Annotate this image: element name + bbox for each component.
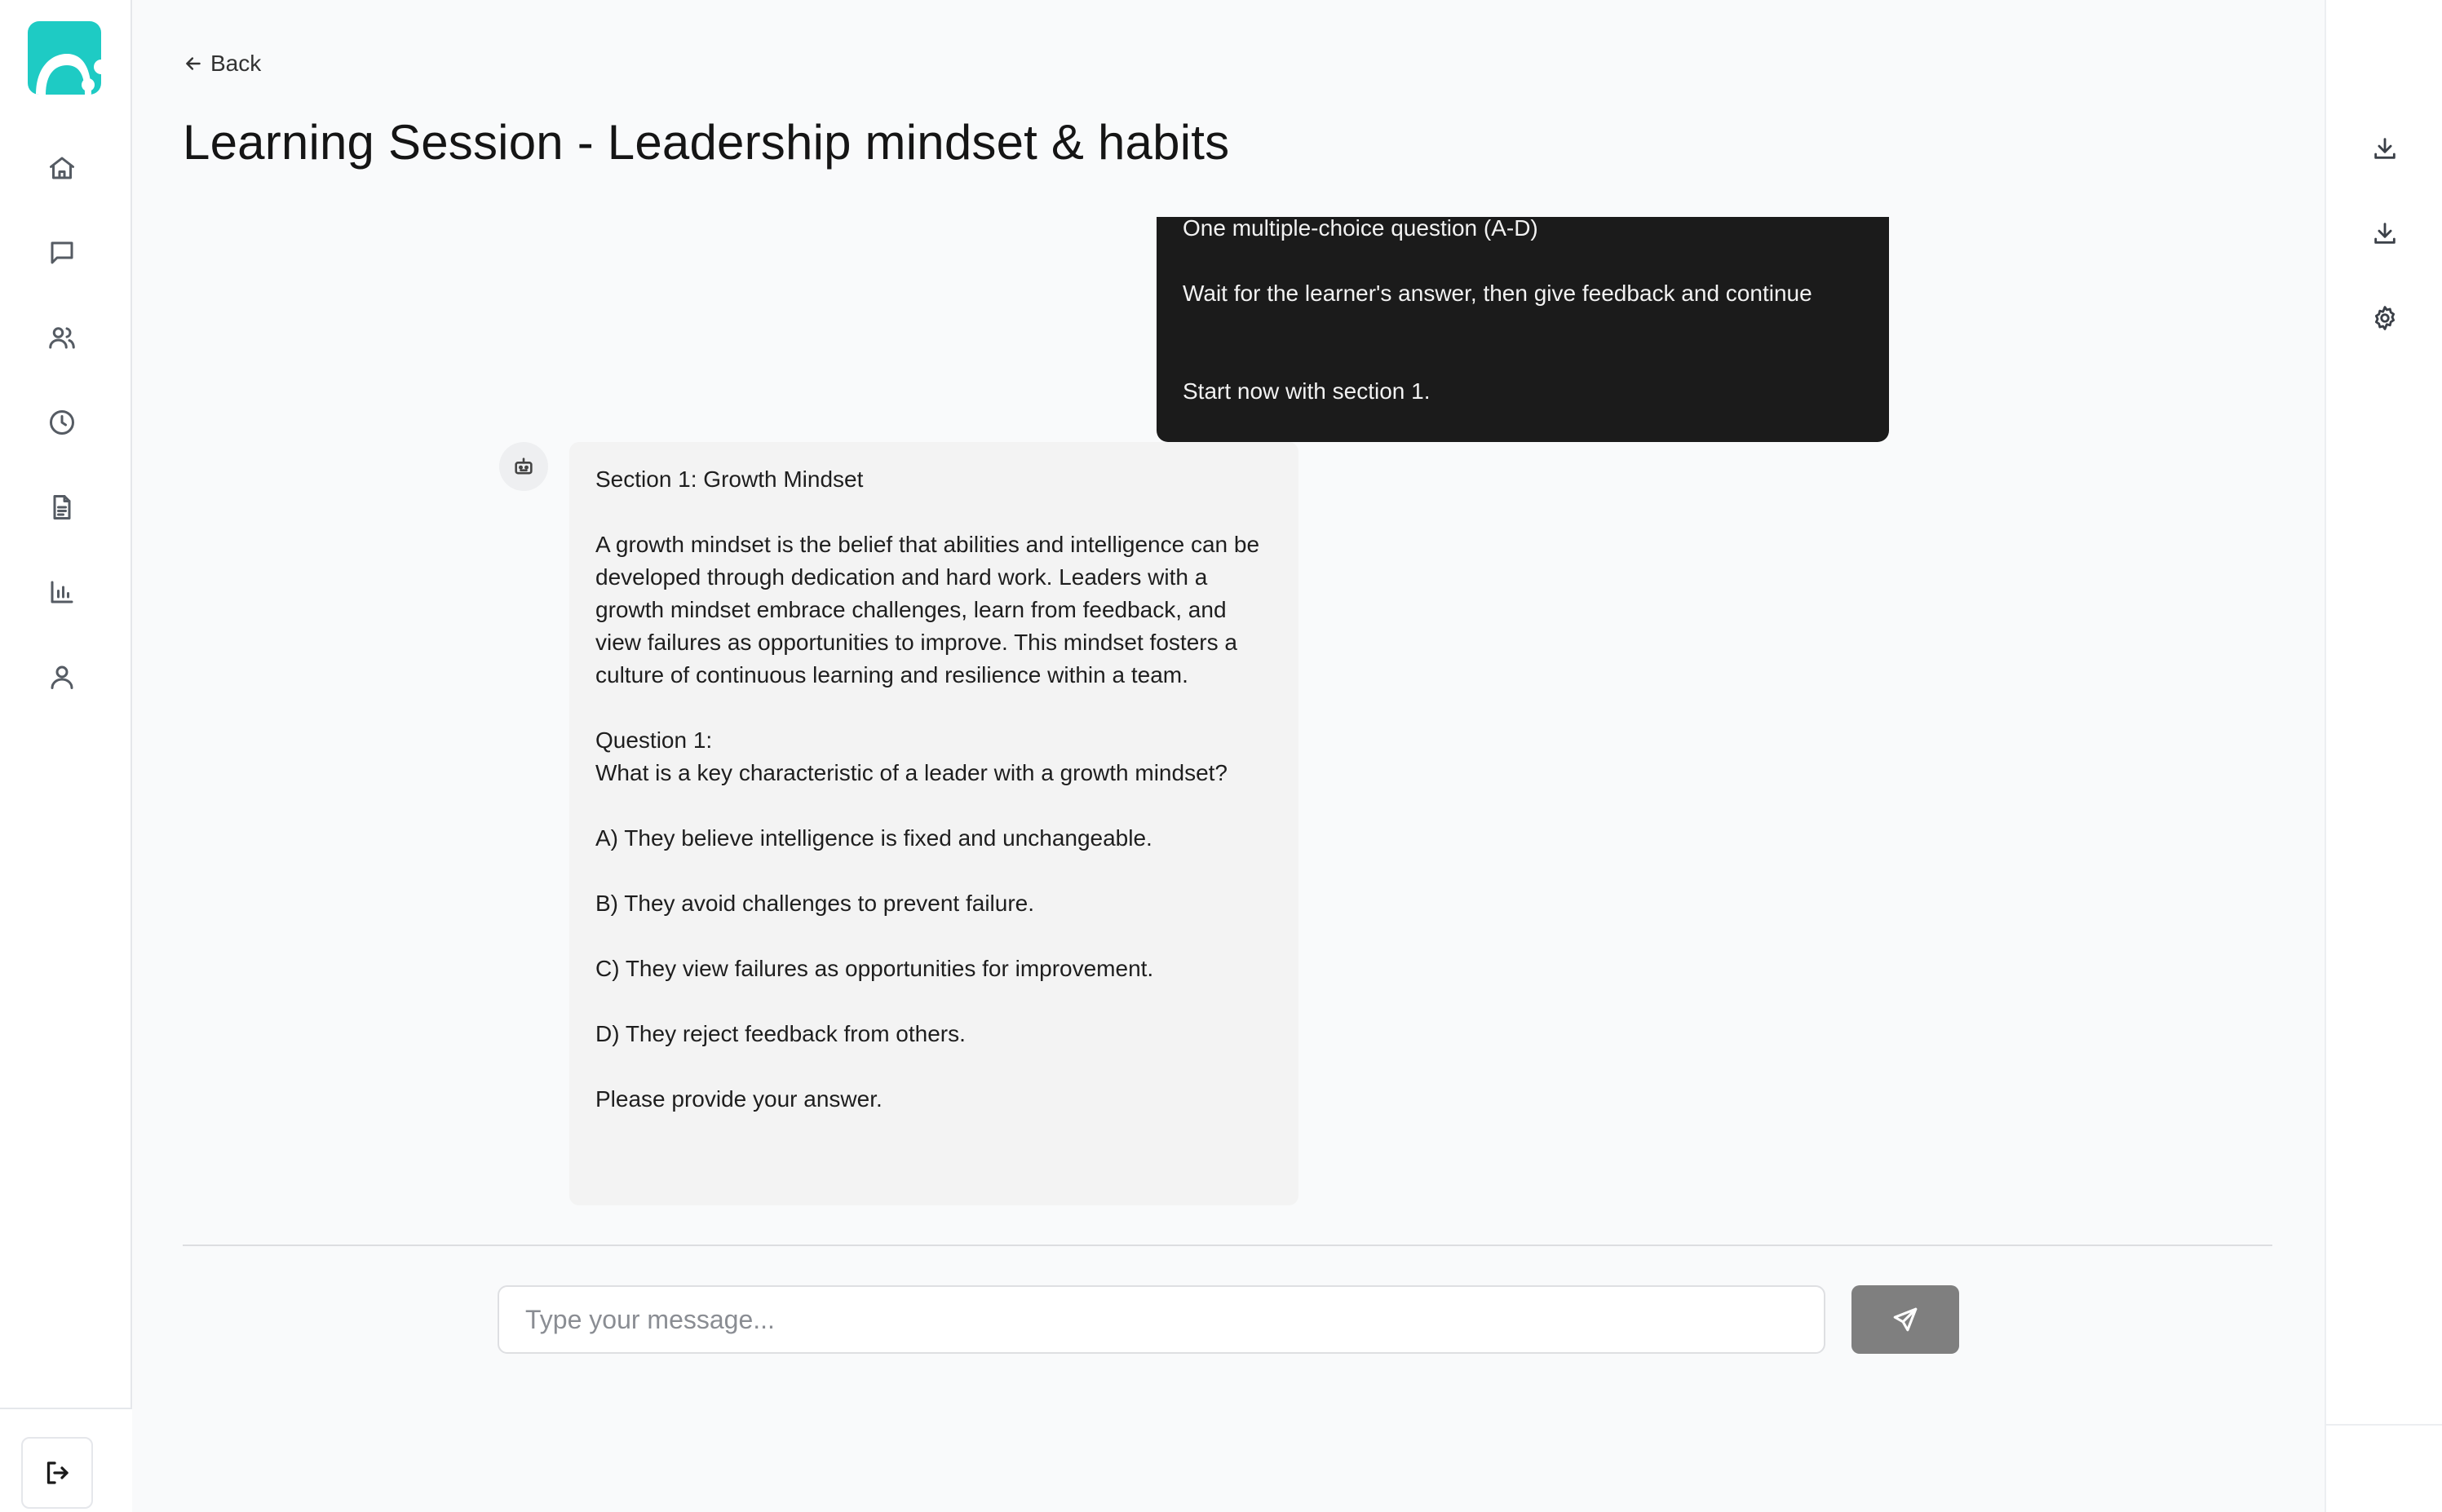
answer-option-a: A) They believe intelligence is fixed and unchangeable. [595, 825, 1152, 851]
settings-button[interactable] [2362, 295, 2408, 341]
sidebar-item-profile[interactable] [38, 652, 86, 701]
bot-avatar [499, 442, 548, 491]
back-link[interactable] [183, 47, 261, 80]
answer-option-d: D) They reject feedback from others. [595, 1021, 966, 1046]
sidebar-footer [0, 1408, 132, 1512]
download-icon [2371, 135, 2399, 162]
bot-icon [512, 455, 535, 478]
question-label: Question 1: [595, 727, 713, 753]
logo-mark-icon [28, 21, 101, 95]
sidebar-item-users[interactable] [38, 313, 86, 362]
chat-messages[interactable] [183, 217, 2272, 1245]
right-toolbar-footer [2325, 1424, 2442, 1512]
user-message-line: One multiple-choice question (A-D) [1183, 217, 1538, 241]
bar-chart-icon [47, 577, 77, 607]
home-icon [47, 153, 77, 183]
answer-prompt: Please provide your answer. [595, 1086, 883, 1112]
section-paragraph: A growth mindset is the belief that abilities and intelligence can be developed through dedication and hard work. Leaders with a growth mindset embrace challenges, learn from feedback, and view failures as opportunities to improve. This mindset fosters a culture of continuous learning and resilience within a team. [595, 532, 1260, 687]
sidebar-item-documents[interactable] [38, 483, 86, 532]
user-message-line: Start now with section 1. [1183, 378, 1431, 404]
sidebar-item-analytics[interactable] [38, 568, 86, 617]
message-input[interactable] [498, 1285, 1825, 1354]
right-toolbar [2325, 0, 2442, 1424]
back-label: Back [210, 51, 262, 76]
user-icon [47, 662, 77, 692]
download-button-1[interactable] [2362, 126, 2408, 171]
page-title: Learning Session - Leadership mindset & habits [183, 115, 1230, 170]
chat-icon [47, 238, 77, 267]
answer-option-c: C) They view failures as opportunities for improvement. [595, 956, 1154, 981]
sidebar-item-chat[interactable] [38, 228, 86, 277]
sidebar [0, 0, 132, 1512]
user-message-line: Wait for the learner's answer, then give feedback and continue [1183, 281, 1812, 306]
app-logo[interactable] [28, 21, 101, 95]
logout-button[interactable] [21, 1437, 93, 1509]
document-icon [47, 493, 77, 522]
download-button-2[interactable] [2362, 210, 2408, 256]
section-title: Section 1: Growth Mindset [595, 466, 864, 492]
answer-option-b: B) They avoid challenges to prevent failure. [595, 891, 1035, 916]
bot-message [569, 442, 1298, 1205]
composer-divider [183, 1245, 2272, 1246]
send-button[interactable] [1851, 1285, 1959, 1354]
question-text: What is a key characteristic of a leader with a growth mindset? [595, 760, 1228, 785]
logout-icon [42, 1458, 72, 1488]
download-icon [2371, 219, 2399, 247]
arrow-left-icon [183, 53, 204, 74]
users-icon [47, 323, 77, 352]
user-message [1157, 217, 1889, 442]
send-icon [1891, 1306, 1919, 1333]
sidebar-item-home[interactable] [38, 144, 86, 192]
clock-icon [47, 408, 77, 437]
sidebar-item-history[interactable] [38, 398, 86, 447]
gear-icon [2371, 304, 2399, 332]
